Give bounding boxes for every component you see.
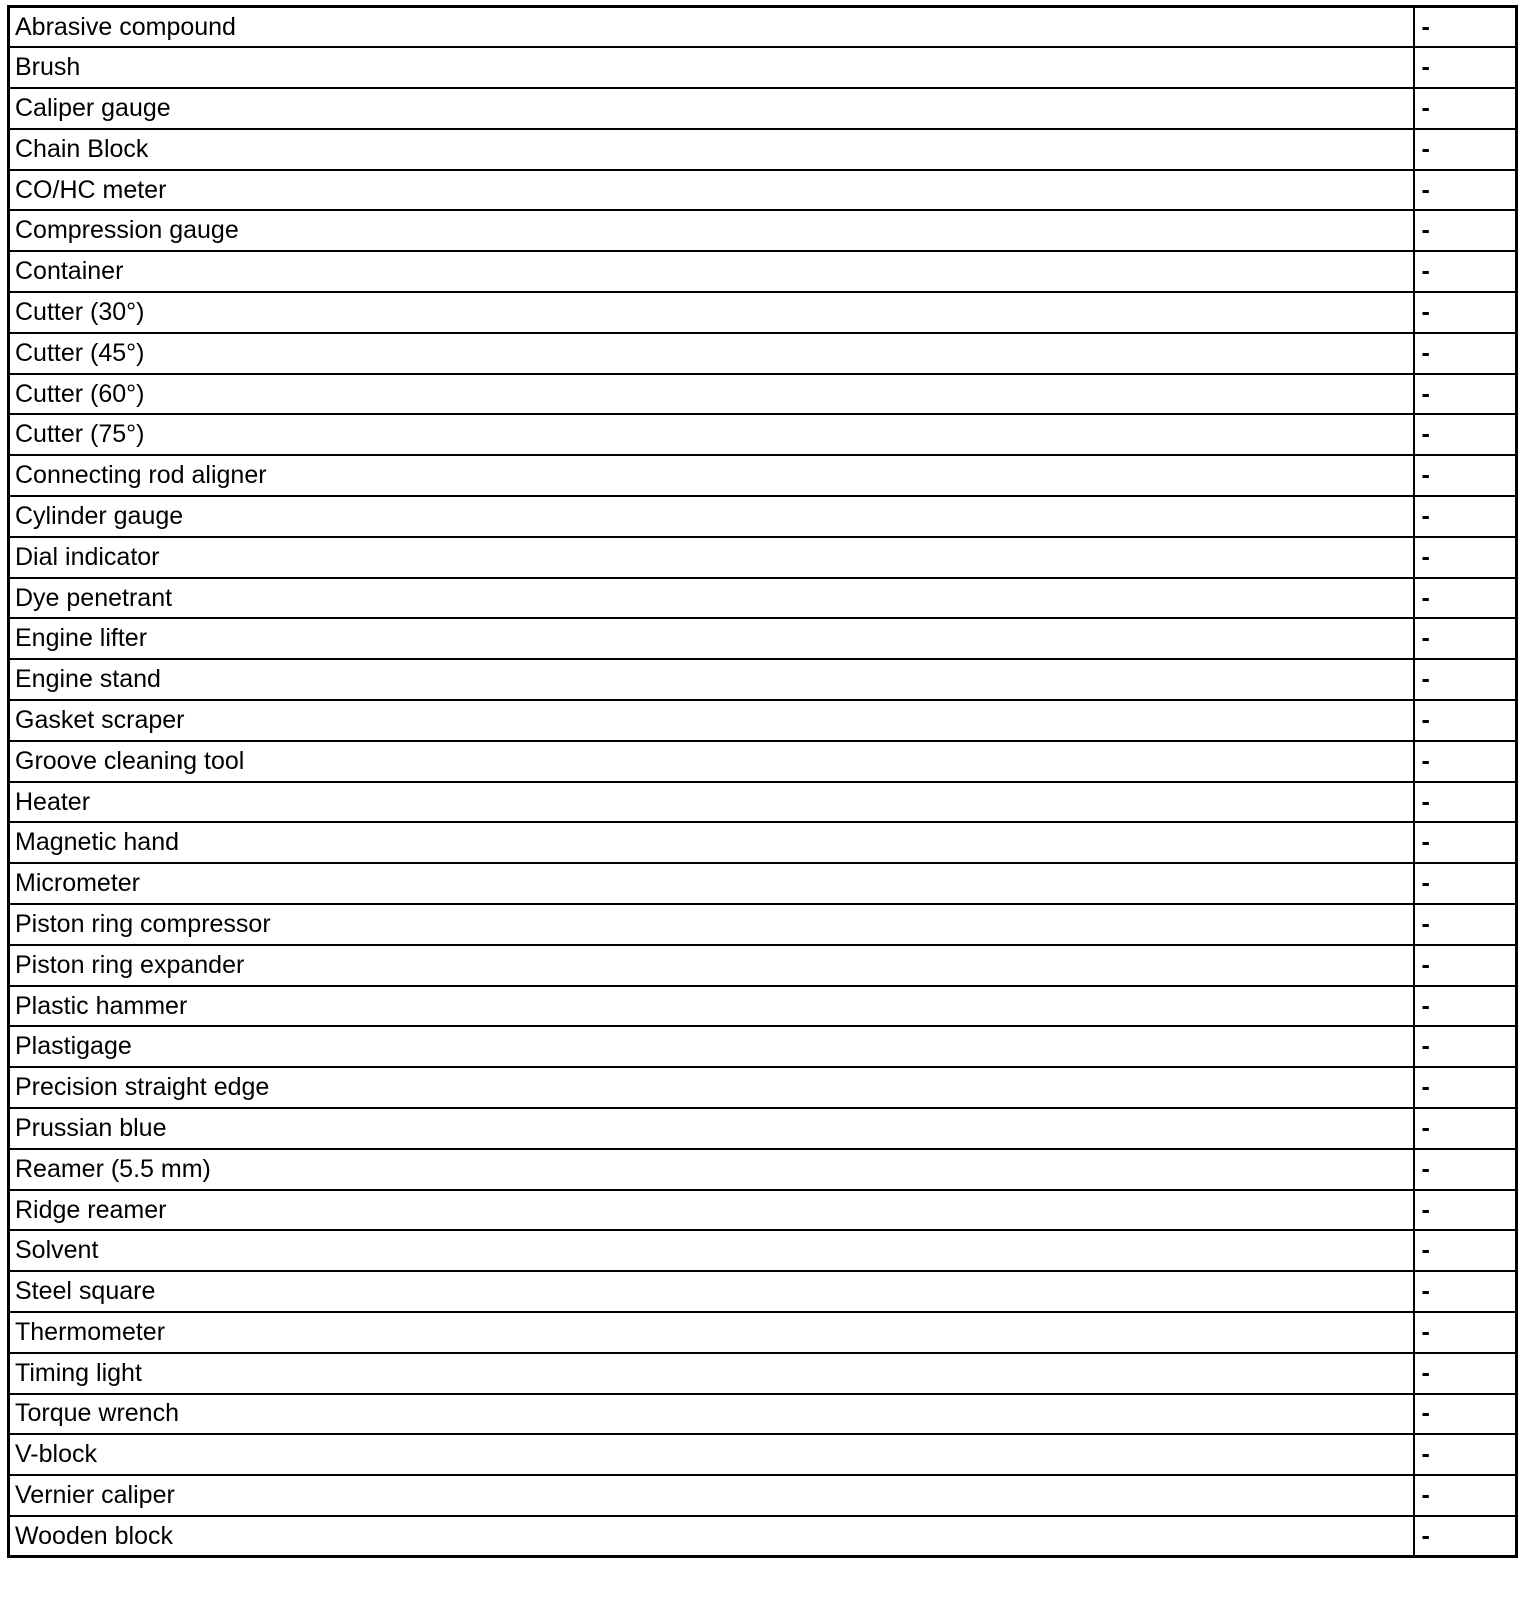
tool-name-cell: Piston ring expander bbox=[9, 945, 1414, 986]
tool-value-cell: - bbox=[1414, 333, 1517, 374]
tool-list-body bbox=[9, 7, 1517, 1557]
tool-name-cell: Gasket scraper bbox=[9, 700, 1414, 741]
tool-value-cell: - bbox=[1414, 374, 1517, 415]
tool-value-cell: - bbox=[1414, 537, 1517, 578]
tool-value-cell: - bbox=[1414, 47, 1517, 88]
table-row bbox=[9, 1475, 1517, 1516]
tool-name-cell: Magnetic hand bbox=[9, 822, 1414, 863]
tool-value-cell: - bbox=[1414, 1149, 1517, 1190]
tool-value-cell: - bbox=[1414, 1108, 1517, 1149]
tool-name-cell: Plastigage bbox=[9, 1026, 1414, 1067]
table-row bbox=[9, 414, 1517, 455]
tool-name-cell: Piston ring compressor bbox=[9, 904, 1414, 945]
table-row bbox=[9, 1516, 1517, 1557]
tool-value-cell: - bbox=[1414, 251, 1517, 292]
tool-name-cell: Ridge reamer bbox=[9, 1190, 1414, 1231]
tool-value-cell: - bbox=[1414, 1271, 1517, 1312]
tool-name-cell: Heater bbox=[9, 782, 1414, 823]
tool-value-cell: - bbox=[1414, 1230, 1517, 1271]
tool-name-cell: Cutter (75°) bbox=[9, 414, 1414, 455]
tool-name-cell: Precision straight edge bbox=[9, 1067, 1414, 1108]
tool-name-cell: Connecting rod aligner bbox=[9, 455, 1414, 496]
table-row bbox=[9, 496, 1517, 537]
tool-name-cell: V-block bbox=[9, 1434, 1414, 1475]
tool-value-cell: - bbox=[1414, 1067, 1517, 1108]
tool-name-cell: Engine lifter bbox=[9, 618, 1414, 659]
table-row bbox=[9, 210, 1517, 251]
table-row bbox=[9, 374, 1517, 415]
tool-value-cell: - bbox=[1414, 170, 1517, 211]
tool-value-cell: - bbox=[1414, 618, 1517, 659]
tool-value-cell: - bbox=[1414, 578, 1517, 619]
table-row bbox=[9, 1149, 1517, 1190]
tool-value-cell: - bbox=[1414, 822, 1517, 863]
tool-name-cell: Compression gauge bbox=[9, 210, 1414, 251]
tool-name-cell: Wooden block bbox=[9, 1516, 1414, 1557]
table-row bbox=[9, 251, 1517, 292]
tool-name-cell: Caliper gauge bbox=[9, 88, 1414, 129]
table-row bbox=[9, 1353, 1517, 1394]
tool-value-cell: - bbox=[1414, 292, 1517, 333]
table-row bbox=[9, 904, 1517, 945]
tool-value-cell: - bbox=[1414, 986, 1517, 1027]
table-row bbox=[9, 170, 1517, 211]
table-row bbox=[9, 863, 1517, 904]
tool-value-cell: - bbox=[1414, 782, 1517, 823]
tool-value-cell: - bbox=[1414, 863, 1517, 904]
tool-name-cell: CO/HC meter bbox=[9, 170, 1414, 211]
table-row bbox=[9, 537, 1517, 578]
tool-value-cell: - bbox=[1414, 1475, 1517, 1516]
table-row bbox=[9, 129, 1517, 170]
tool-name-cell: Thermometer bbox=[9, 1312, 1414, 1353]
table-row bbox=[9, 47, 1517, 88]
tool-name-cell: Cylinder gauge bbox=[9, 496, 1414, 537]
tool-name-cell: Steel square bbox=[9, 1271, 1414, 1312]
tool-name-cell: Cutter (45°) bbox=[9, 333, 1414, 374]
table-row bbox=[9, 1394, 1517, 1435]
table-row bbox=[9, 1108, 1517, 1149]
tool-value-cell: - bbox=[1414, 7, 1517, 48]
table-row bbox=[9, 822, 1517, 863]
tool-value-cell: - bbox=[1414, 700, 1517, 741]
tool-value-cell: - bbox=[1414, 455, 1517, 496]
tool-name-cell: Cutter (60°) bbox=[9, 374, 1414, 415]
tool-value-cell: - bbox=[1414, 496, 1517, 537]
table-row bbox=[9, 986, 1517, 1027]
tool-value-cell: - bbox=[1414, 414, 1517, 455]
tool-value-cell: - bbox=[1414, 904, 1517, 945]
tool-value-cell: - bbox=[1414, 1394, 1517, 1435]
tool-name-cell: Micrometer bbox=[9, 863, 1414, 904]
table-row bbox=[9, 1026, 1517, 1067]
tool-name-cell: Cutter (30°) bbox=[9, 292, 1414, 333]
tool-name-cell: Container bbox=[9, 251, 1414, 292]
table-row bbox=[9, 333, 1517, 374]
tool-value-cell: - bbox=[1414, 88, 1517, 129]
table-row bbox=[9, 292, 1517, 333]
tool-name-cell: Timing light bbox=[9, 1353, 1414, 1394]
table-row bbox=[9, 659, 1517, 700]
table-row bbox=[9, 1190, 1517, 1231]
tool-value-cell: - bbox=[1414, 741, 1517, 782]
tool-value-cell: - bbox=[1414, 1434, 1517, 1475]
tool-name-cell: Dye penetrant bbox=[9, 578, 1414, 619]
tool-value-cell: - bbox=[1414, 1353, 1517, 1394]
tool-name-cell: Engine stand bbox=[9, 659, 1414, 700]
table-row bbox=[9, 782, 1517, 823]
tool-name-cell: Vernier caliper bbox=[9, 1475, 1414, 1516]
tool-name-cell: Abrasive compound bbox=[9, 7, 1414, 48]
table-row bbox=[9, 455, 1517, 496]
table-row bbox=[9, 618, 1517, 659]
table-row bbox=[9, 1271, 1517, 1312]
tool-name-cell: Dial indicator bbox=[9, 537, 1414, 578]
tool-list-table bbox=[7, 5, 1518, 1558]
tool-name-cell: Prussian blue bbox=[9, 1108, 1414, 1149]
tool-value-cell: - bbox=[1414, 129, 1517, 170]
tool-value-cell: - bbox=[1414, 659, 1517, 700]
table-row bbox=[9, 7, 1517, 48]
table-row bbox=[9, 1434, 1517, 1475]
tool-value-cell: - bbox=[1414, 210, 1517, 251]
tool-value-cell: - bbox=[1414, 1190, 1517, 1231]
tool-name-cell: Plastic hammer bbox=[9, 986, 1414, 1027]
tool-value-cell: - bbox=[1414, 945, 1517, 986]
tool-name-cell: Chain Block bbox=[9, 129, 1414, 170]
table-row bbox=[9, 741, 1517, 782]
tool-name-cell: Brush bbox=[9, 47, 1414, 88]
table-row bbox=[9, 88, 1517, 129]
table-row bbox=[9, 945, 1517, 986]
tool-name-cell: Groove cleaning tool bbox=[9, 741, 1414, 782]
tool-value-cell: - bbox=[1414, 1026, 1517, 1067]
tool-value-cell: - bbox=[1414, 1516, 1517, 1557]
table-row bbox=[9, 700, 1517, 741]
tool-value-cell: - bbox=[1414, 1312, 1517, 1353]
table-row bbox=[9, 1312, 1517, 1353]
table-row bbox=[9, 1230, 1517, 1271]
table-row bbox=[9, 578, 1517, 619]
table-row bbox=[9, 1067, 1517, 1108]
tool-name-cell: Reamer (5.5 mm) bbox=[9, 1149, 1414, 1190]
tool-name-cell: Torque wrench bbox=[9, 1394, 1414, 1435]
tool-name-cell: Solvent bbox=[9, 1230, 1414, 1271]
